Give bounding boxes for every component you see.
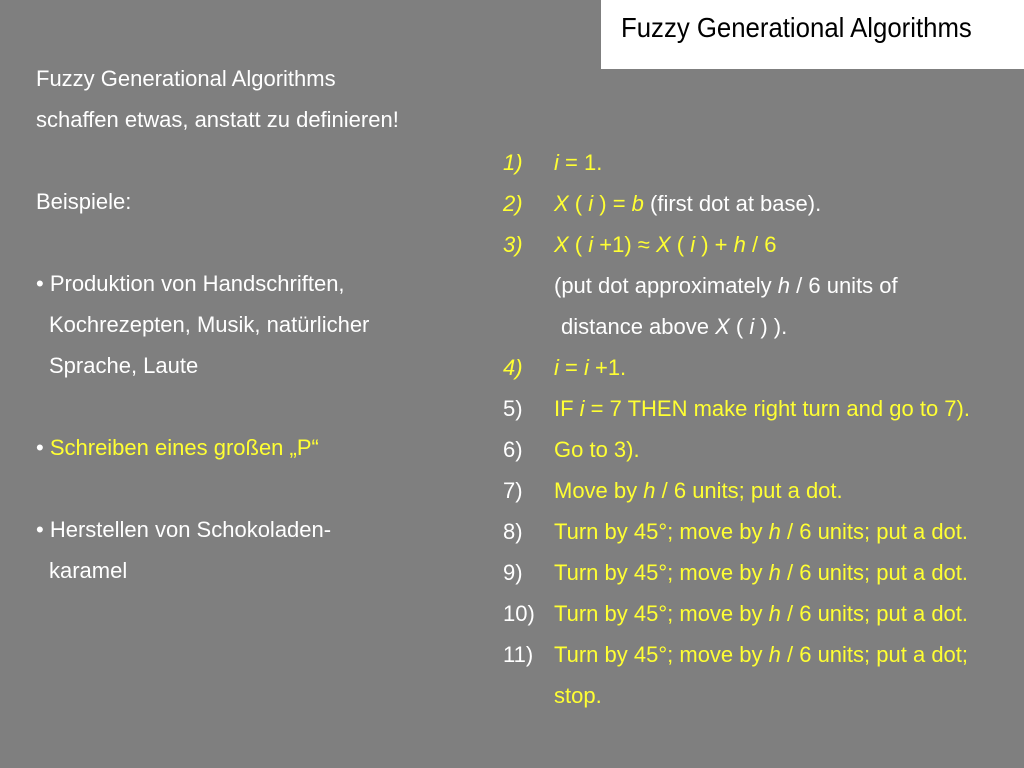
step-text: Go to 3).	[554, 437, 640, 462]
step-text: Turn by 45°; move by h / 6 units; put a dot;	[554, 642, 969, 667]
examples-heading: Beispiele:	[36, 189, 132, 214]
step-text: i = i +1.	[554, 355, 627, 380]
step-10	[503, 593, 1018, 634]
algorithm-steps	[503, 142, 1018, 716]
step-text: Turn by 45°; move by h / 6 units; put a dot.	[554, 560, 969, 585]
step-11-continuation	[503, 675, 1018, 716]
step-number: 1)	[503, 150, 523, 175]
step-number: 9)	[503, 560, 523, 585]
step-5	[503, 388, 1018, 429]
bullet-1-line-3: Sprache, Laute	[49, 353, 199, 378]
step-number: 3)	[503, 232, 523, 257]
step-text: X ( i +1) ≈ X ( i ) + h / 6	[554, 232, 777, 257]
step-3-continuation-1	[503, 265, 1018, 306]
step-text: Move by h / 6 units; put a dot.	[554, 478, 843, 503]
blank-line	[36, 222, 556, 263]
step-number: 7)	[503, 478, 523, 503]
step-text: i = 1.	[554, 150, 603, 175]
step-number: 4)	[503, 355, 523, 380]
bullet-3-line-1: • Herstellen von Schokoladen-	[36, 517, 332, 542]
step-3	[503, 224, 1018, 265]
step-text: distance above X ( i ) ).	[561, 314, 788, 339]
step-number: 8)	[503, 519, 523, 544]
bullet-2-marker: •	[36, 435, 44, 460]
step-number: 10)	[503, 601, 535, 626]
step-6	[503, 429, 1018, 470]
step-text: Turn by 45°; move by h / 6 units; put a dot.	[554, 601, 969, 626]
slide-title: Fuzzy Generational Algorithms	[621, 12, 972, 43]
bullet-2	[36, 427, 556, 468]
bullet-1-line-1: • Produktion von Handschriften,	[36, 271, 345, 296]
step-8	[503, 511, 1018, 552]
bullet-1-line-2: Kochrezepten, Musik, natürlicher	[49, 312, 370, 337]
step-text: stop.	[554, 683, 602, 708]
step-number: 6)	[503, 437, 523, 462]
step-text: IF i = 7 THEN make right turn and go to 7).	[554, 396, 970, 421]
step-2	[503, 183, 1018, 224]
intro-line-1: Fuzzy Generational Algorithms	[36, 66, 336, 91]
step-1	[503, 142, 1018, 183]
step-4	[503, 347, 1018, 388]
step-text: Turn by 45°; move by h / 6 units; put a dot.	[554, 519, 969, 544]
title-box	[601, 0, 1024, 69]
left-column	[36, 58, 556, 591]
bullet-3-line-2: karamel	[49, 558, 128, 583]
step-3-continuation-2	[503, 306, 1018, 347]
step-text: X ( i ) = b (first dot at base).	[554, 191, 822, 216]
step-number: 11)	[503, 642, 534, 667]
step-7	[503, 470, 1018, 511]
blank-line	[36, 468, 556, 509]
step-9	[503, 552, 1018, 593]
step-11	[503, 634, 1018, 675]
step-text: (put dot approximately h / 6 units of	[554, 273, 898, 298]
blank-line	[36, 386, 556, 427]
intro-line-2: schaffen etwas, anstatt zu definieren!	[36, 107, 399, 132]
step-number: 5)	[503, 396, 523, 421]
step-number: 2)	[503, 191, 523, 216]
blank-line	[36, 140, 556, 181]
bullet-2-text: Schreiben eines großen „P“	[49, 435, 319, 460]
